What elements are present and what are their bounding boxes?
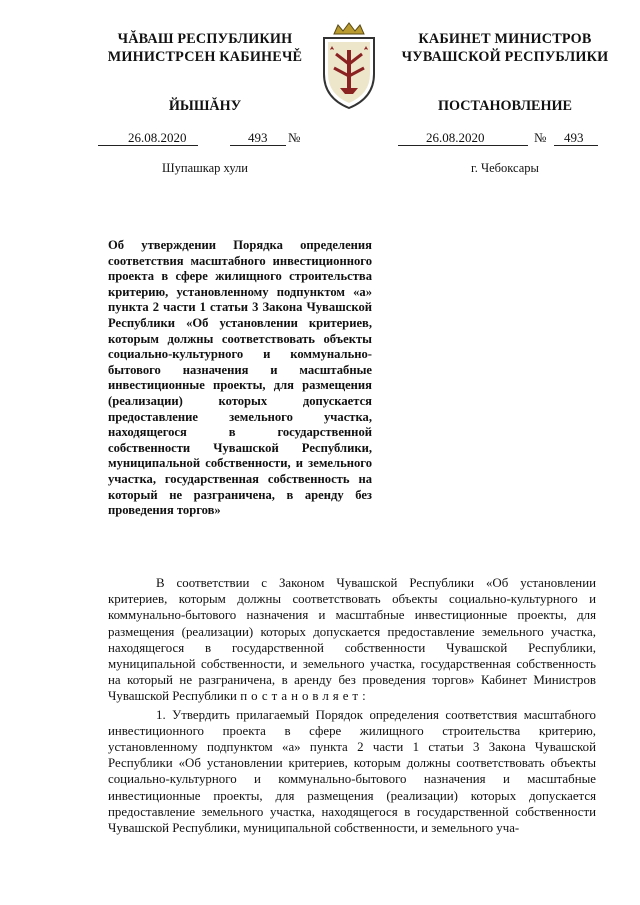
header-left-line1: ЧĂВАШ РЕСПУБЛИКИН <box>117 31 293 47</box>
decree-date-right: 26.08.2020 <box>426 130 485 145</box>
decree-body <box>108 575 596 836</box>
decree-date-left: 26.08.2020 <box>128 130 187 145</box>
decree-number-right: 493 <box>564 130 584 145</box>
chuvashia-coat-of-arms-icon <box>312 20 386 112</box>
body-paragraph-1-text: В соответствии с Законом Чувашской Республики «Об установлении критериев, которым должны соответствовать объекты социально-культурного и коммунально-бытового назначения и масштабные инвестиционные проекты, для размещения (реализации) которых допускается предоставление земельного участка, находящегося в государственной собственности Чувашской Республики, муниципальной собственности, и земельного участка, государственная собственность на который не разграничена, в аренду без проведения торгов» Кабинет Министров Чувашской Республики <box>108 576 596 704</box>
number-sign-right: № <box>534 130 547 145</box>
header-right-line1: КАБИНЕТ МИНИСТРОВ <box>418 31 592 47</box>
decree-subject <box>108 238 372 519</box>
doc-type-right: ПОСТАНОВЛЕНИЕ <box>437 98 573 114</box>
doc-type-left: ЙЫШĂНУ <box>168 98 242 114</box>
place-left: Шупашкар хули <box>162 161 248 175</box>
header-right <box>395 30 615 66</box>
dateline-right <box>398 130 598 148</box>
decree-number-left: 493 <box>248 130 268 145</box>
dateline-left <box>98 130 320 148</box>
body-paragraph-1 <box>108 575 596 705</box>
header-left <box>100 30 310 66</box>
decree-resolves: постановляет: <box>240 689 370 704</box>
header-right-line2: ЧУВАШСКОЙ РЕСПУБЛИКИ <box>401 49 609 65</box>
number-sign-left: № <box>288 130 301 145</box>
decree-subject-text: Об утверждении Порядка определения соответствия масштабного инвестиционного проекта в сфере жилищного строительства критерию, установленному подпунктом «а» пункта 2 части 1 статьи 3 Закона Чувашской Республики «Об установлении критериев, которым должны соответствовать объекты социально-культурного и коммунально-бытового назначения и масштабные инвестиционные проекты, для размещения (реализации) которых допускается предоставление земельного участка, находящегося в государственной собственности Чувашской Республики, муниципальной собственности, и земельного участка, государственная собственность на который не разграничена, в аренду без проведения торгов» <box>108 238 372 518</box>
header-left-line2: МИНИСТРСЕН КАБИНЕЧĚ <box>107 49 303 65</box>
place-right: г. Чебоксары <box>471 161 539 175</box>
body-paragraph-2: 1. Утвердить прилагаемый Порядок определения соответствия масштабного инвестиционного проекта в сфере жилищного строительства критерию, установленному подпунктом «а» пункта 2 части 1 статьи 3 Закона Чувашской Республики «Об установлении критериев, которым должны соответствовать объекты социально-культурного и коммунально-бытового назначения и масштабные инвестиционные проекты, для размещения (реализации) которых допускается предоставление земельного участка, находящегося в государственной собственности Чувашской Республики, муниципальной собственности, и земельного уча- <box>108 707 596 836</box>
